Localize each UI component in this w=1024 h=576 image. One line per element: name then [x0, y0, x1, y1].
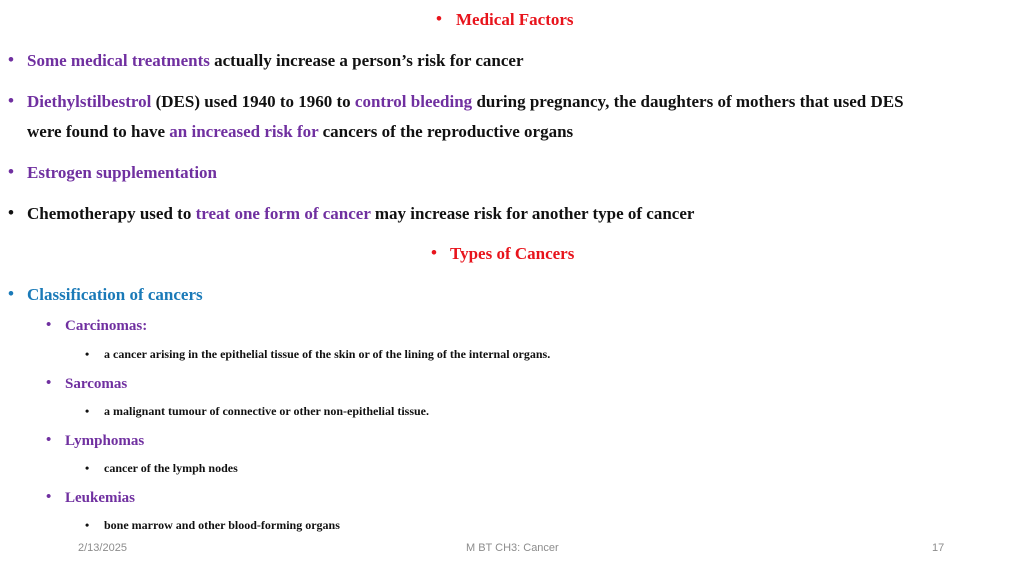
heading-types-of-cancers: Types of Cancers: [450, 244, 575, 263]
heading-bullet: •: [431, 243, 437, 262]
bullet-estrogen: [27, 163, 217, 183]
heading-bullet: •: [436, 9, 442, 28]
bullet-glyph: •: [85, 404, 90, 418]
highlight-text: Estrogen supplementation: [27, 163, 218, 182]
highlight-text: treat one form of cancer: [195, 204, 371, 223]
type-lymphomas: Lymphomas: [65, 433, 145, 449]
bullet-glyph: •: [46, 489, 52, 505]
bullet-glyph: •: [85, 518, 90, 532]
footer-title: M BT CH3: Cancer: [466, 542, 559, 554]
bullet-glyph: •: [8, 91, 14, 110]
bullet-glyph: •: [8, 203, 14, 222]
bullet-medical-treatments: [27, 51, 524, 71]
type-lymphomas-description: cancer of the lymph nodes: [104, 461, 238, 475]
body-text: may increase risk for another type of cancer: [370, 204, 695, 223]
classification-label: Classification of cancers: [27, 285, 203, 304]
bullet-glyph: •: [8, 50, 14, 69]
type-sarcomas-description: a malignant tumour of connective or other non-epithelial tissue.: [104, 404, 429, 418]
bullet-des-line-2: [27, 122, 573, 142]
body-text: actually increase a person’s risk for cancer: [209, 51, 524, 70]
bullet-glyph: •: [46, 432, 52, 448]
body-text: cancers of the reproductive organs: [318, 122, 574, 141]
highlight-text: Diethylstilbestrol: [27, 92, 152, 111]
bullet-glyph: •: [85, 347, 90, 361]
footer-page-number: 17: [932, 542, 945, 554]
bullet-glyph: •: [46, 375, 52, 391]
type-leukemias-description: bone marrow and other blood-forming organs: [104, 518, 340, 532]
body-text: during pregnancy, the daughters of mothers that used DES: [472, 92, 904, 111]
bullet-chemotherapy: [27, 204, 694, 224]
body-text: were found to have: [27, 122, 170, 141]
bullet-glyph: •: [46, 317, 52, 333]
body-text: (DES) used 1940 to 1960 to: [151, 92, 355, 111]
bullet-des-line-1: [27, 92, 904, 112]
type-carcinomas: Carcinomas:: [65, 318, 148, 334]
footer-date: 2/13/2025: [78, 542, 127, 554]
bullet-glyph: •: [85, 461, 90, 475]
type-sarcomas: Sarcomas: [65, 376, 128, 392]
body-text: Chemotherapy used to: [27, 204, 196, 223]
highlight-text: an increased risk for: [169, 122, 319, 141]
heading-medical-factors: Medical Factors: [456, 10, 574, 29]
highlight-text: control bleeding: [354, 92, 473, 111]
bullet-glyph: •: [8, 162, 14, 181]
bullet-glyph: •: [8, 284, 14, 303]
highlight-text: Some medical treatments: [27, 51, 210, 70]
type-carcinomas-description: a cancer arising in the epithelial tissue of the skin or of the lining of the internal organs.: [104, 347, 551, 361]
type-leukemias: Leukemias: [65, 490, 136, 506]
